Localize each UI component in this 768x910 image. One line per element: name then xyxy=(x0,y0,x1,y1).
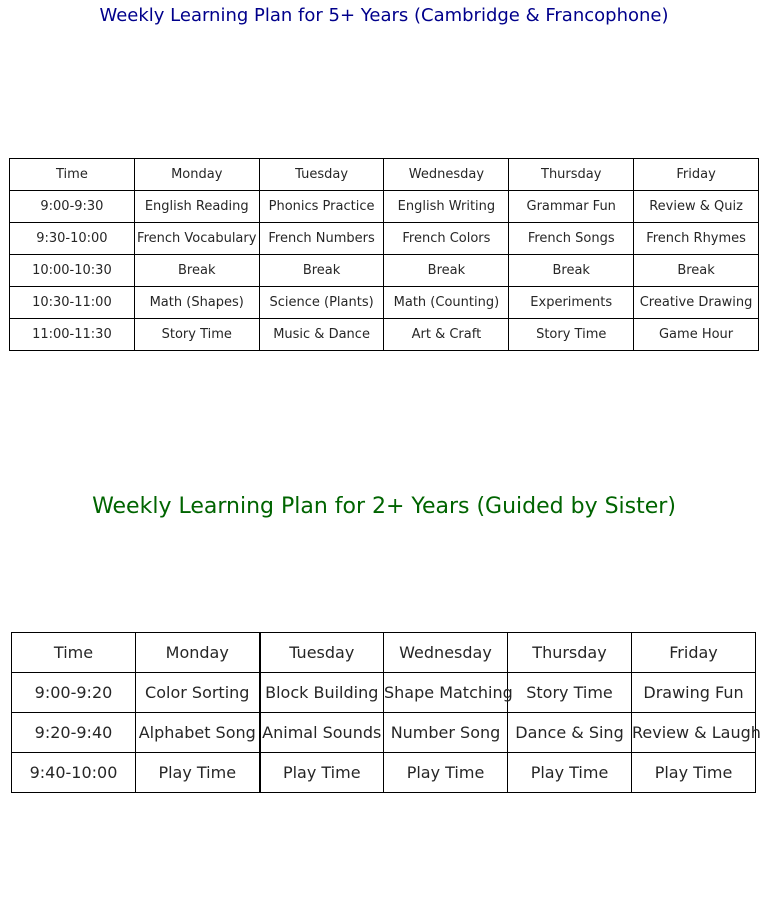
activity-cell: Color Sorting xyxy=(136,673,260,713)
table-row xyxy=(12,753,756,793)
time-cell: 9:20-9:40 xyxy=(12,713,136,753)
activity-cell: Phonics Practice xyxy=(259,191,384,223)
activity-cell: Math (Counting) xyxy=(384,287,509,319)
column-header-thursday: Thursday xyxy=(508,633,632,673)
column-header-monday: Monday xyxy=(136,633,260,673)
activity-cell: Art & Craft xyxy=(384,319,509,351)
activity-cell: Math (Shapes) xyxy=(134,287,259,319)
table-row xyxy=(10,255,759,287)
column-header-time: Time xyxy=(12,633,136,673)
activity-cell: Play Time xyxy=(508,753,632,793)
time-cell: 9:00-9:30 xyxy=(10,191,135,223)
time-cell: 9:00-9:20 xyxy=(12,673,136,713)
activity-cell: Play Time xyxy=(136,753,260,793)
activity-cell: English Writing xyxy=(384,191,509,223)
table-row xyxy=(10,191,759,223)
table-row xyxy=(10,287,759,319)
plan-5plus-title: Weekly Learning Plan for 5+ Years (Cambridge & Francophone) xyxy=(99,5,669,26)
table-row xyxy=(12,713,756,753)
activity-cell: Story Time xyxy=(509,319,634,351)
activity-cell: Science (Plants) xyxy=(259,287,384,319)
table-row xyxy=(10,319,759,351)
time-cell: 10:30-11:00 xyxy=(10,287,135,319)
activity-cell: Play Time xyxy=(384,753,508,793)
activity-cell: Break xyxy=(384,255,509,287)
column-header-monday: Monday xyxy=(134,159,259,191)
activity-cell: Break xyxy=(509,255,634,287)
activity-cell: English Reading xyxy=(134,191,259,223)
activity-cell: French Vocabulary xyxy=(134,223,259,255)
activity-cell: Alphabet Song xyxy=(136,713,260,753)
activity-cell: French Songs xyxy=(509,223,634,255)
activity-cell: Break xyxy=(634,255,759,287)
activity-cell: Review & Quiz xyxy=(634,191,759,223)
activity-cell: Dance & Sing xyxy=(508,713,632,753)
activity-cell: French Numbers xyxy=(259,223,384,255)
time-cell: 9:40-10:00 xyxy=(12,753,136,793)
activity-cell: Story Time xyxy=(508,673,632,713)
activity-cell: Break xyxy=(259,255,384,287)
activity-cell: Number Song xyxy=(384,713,508,753)
table-header-row xyxy=(12,633,756,673)
activity-cell: Grammar Fun xyxy=(509,191,634,223)
activity-cell: Game Hour xyxy=(634,319,759,351)
table-row xyxy=(12,673,756,713)
activity-cell: Creative Drawing xyxy=(634,287,759,319)
activity-cell: Play Time xyxy=(632,753,756,793)
table-header-row xyxy=(10,159,759,191)
time-cell: 9:30-10:00 xyxy=(10,223,135,255)
table-row xyxy=(10,223,759,255)
activity-cell: Music & Dance xyxy=(259,319,384,351)
activity-cell: Shape Matching xyxy=(384,673,508,713)
plan-2plus-title: Weekly Learning Plan for 2+ Years (Guided by Sister) xyxy=(92,494,676,519)
activity-cell: Break xyxy=(134,255,259,287)
activity-cell: Experiments xyxy=(509,287,634,319)
activity-cell: Animal Sounds xyxy=(260,713,384,753)
time-cell: 11:00-11:30 xyxy=(10,319,135,351)
column-header-thursday: Thursday xyxy=(509,159,634,191)
plan-5plus-table xyxy=(9,158,759,351)
column-header-wednesday: Wednesday xyxy=(384,633,508,673)
activity-cell: Story Time xyxy=(134,319,259,351)
activity-cell: French Rhymes xyxy=(634,223,759,255)
activity-cell: Play Time xyxy=(260,753,384,793)
column-header-wednesday: Wednesday xyxy=(384,159,509,191)
time-cell: 10:00-10:30 xyxy=(10,255,135,287)
plan-2plus-table xyxy=(11,632,761,793)
activity-cell: Block Building xyxy=(260,673,384,713)
column-header-friday: Friday xyxy=(632,633,756,673)
activity-cell: French Colors xyxy=(384,223,509,255)
activity-cell: Drawing Fun xyxy=(632,673,756,713)
column-header-tuesday: Tuesday xyxy=(260,633,384,673)
activity-cell: Review & Laugh xyxy=(632,713,756,753)
column-header-time: Time xyxy=(10,159,135,191)
column-header-tuesday: Tuesday xyxy=(259,159,384,191)
column-header-friday: Friday xyxy=(634,159,759,191)
